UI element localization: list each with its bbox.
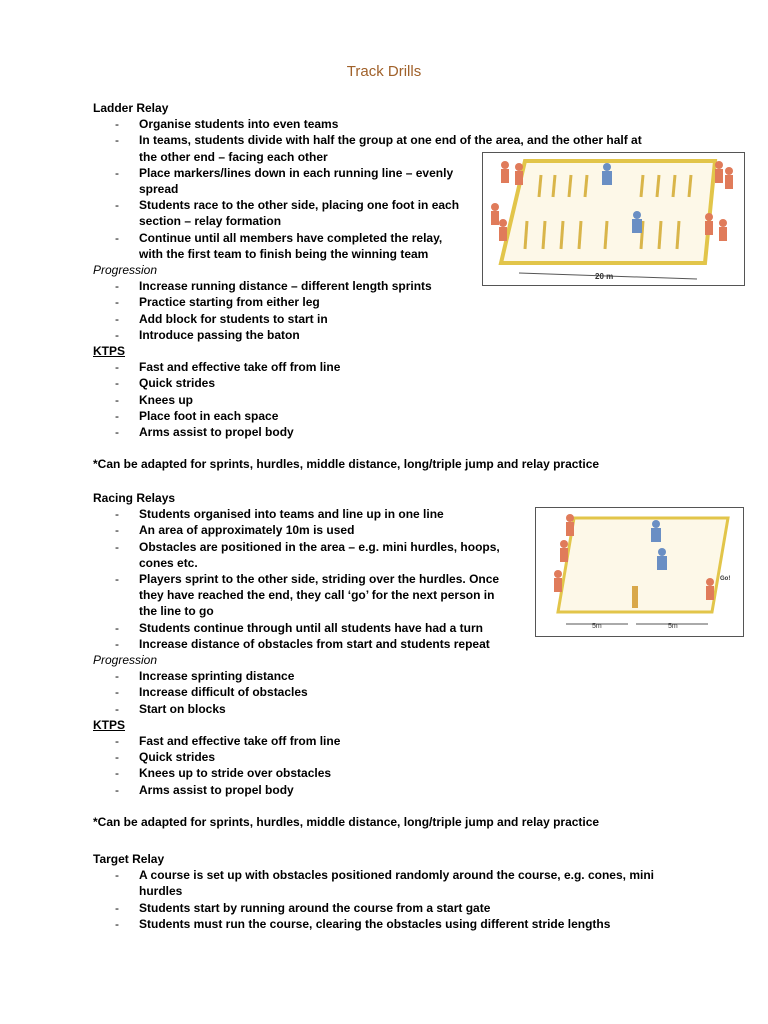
ladder-relay-diagram [482, 152, 745, 286]
list-item-continuation: hurdles [139, 884, 183, 899]
list-item: - Arms assist to propel body [115, 782, 294, 797]
list-item-continuation: the other end – facing each other [139, 149, 328, 164]
list-item: - Students organised into teams and line up in one line [115, 507, 444, 522]
list-item: - An area of approximately 10m is used [115, 523, 355, 538]
list-item: - Place foot in each space [115, 408, 279, 423]
list-item: - Practice starting from either leg [115, 295, 320, 310]
list-item: - Students must run the course, clearing the obstacles using different stride lengths [115, 916, 611, 931]
list-item: - Students start by running around the course from a start gate [115, 900, 491, 915]
list-item: - Increase difficult of obstacles [115, 685, 308, 700]
ladder-relay-illustration [483, 153, 744, 285]
list-item: - Start on blocks [115, 701, 226, 716]
list-item: - Knees up [115, 392, 194, 407]
list-item: - Quick strides [115, 376, 216, 391]
racing-relays-illustration [536, 508, 743, 636]
list-item: - Continue until all members have completed the relay, [115, 230, 443, 245]
page-title: Track Drills [346, 63, 422, 80]
list-item-continuation: cones etc. [139, 555, 198, 570]
list-item: - Knees up to stride over obstacles [115, 766, 332, 781]
ladder-relay-heading: Ladder Relay [93, 101, 169, 115]
distance-label: 5m [668, 623, 678, 630]
list-item: - A course is set up with obstacles positioned randomly around the course, e.g. cones, mini [115, 868, 654, 883]
progression-label: Progression [93, 263, 158, 278]
racing-relays-section [93, 490, 599, 830]
list-item: - Introduce passing the baton [115, 327, 300, 342]
list-item: - Fast and effective take off from line [115, 360, 341, 375]
target-relay-heading: Target Relay [93, 852, 165, 866]
distance-label: 20 m [595, 272, 614, 281]
go-label: Go! [720, 576, 731, 582]
list-item: - Place markers/lines down in each running line – evenly [115, 165, 454, 180]
list-item-continuation: the line to go [139, 604, 214, 619]
list-item-continuation: with the first team to finish being the winning team [139, 246, 429, 261]
list-item: - Increase distance of obstacles from start and students repeat [115, 636, 490, 651]
list-item: - Organise students into even teams [115, 117, 339, 132]
ktps-label: KTPS [93, 344, 126, 359]
list-item: - Add block for students to start in [115, 311, 328, 326]
list-item-continuation: they have reached the end, they call ‘go’ for the next person in [139, 588, 495, 603]
distance-label: 5m [592, 623, 602, 630]
list-item: - Arms assist to propel body [115, 425, 294, 440]
list-item: - Obstacles are positioned in the area – e.g. mini hurdles, hoops, [115, 539, 500, 554]
list-item: - Students continue through until all students have had a turn [115, 620, 484, 635]
list-item: - Increase sprinting distance [115, 669, 295, 684]
progression-label: Progression [93, 653, 158, 668]
racing-relays-diagram [535, 507, 744, 637]
list-item-continuation: spread [139, 182, 179, 197]
list-item: - Fast and effective take off from line [115, 734, 341, 749]
list-item: - Quick strides [115, 750, 216, 765]
list-item-continuation: section – relay formation [139, 214, 282, 229]
racing-relays-heading: Racing Relays [93, 491, 176, 505]
ktps-label: KTPS [93, 717, 126, 732]
adaptation-note: *Can be adapted for sprints, hurdles, middle distance, long/triple jump and relay practice [93, 814, 600, 829]
list-item: - In teams, students divide with half the group at one end of the area, and the other half at [115, 133, 642, 148]
list-item: - Players sprint to the other side, striding over the hurdles. Once [115, 572, 500, 587]
adaptation-note: *Can be adapted for sprints, hurdles, middle distance, long/triple jump and relay practice [93, 457, 600, 472]
list-item: - Increase running distance – different length sprints [115, 279, 432, 294]
target-relay-section [93, 851, 654, 932]
list-item: - Students race to the other side, placing one foot in each [115, 198, 460, 213]
